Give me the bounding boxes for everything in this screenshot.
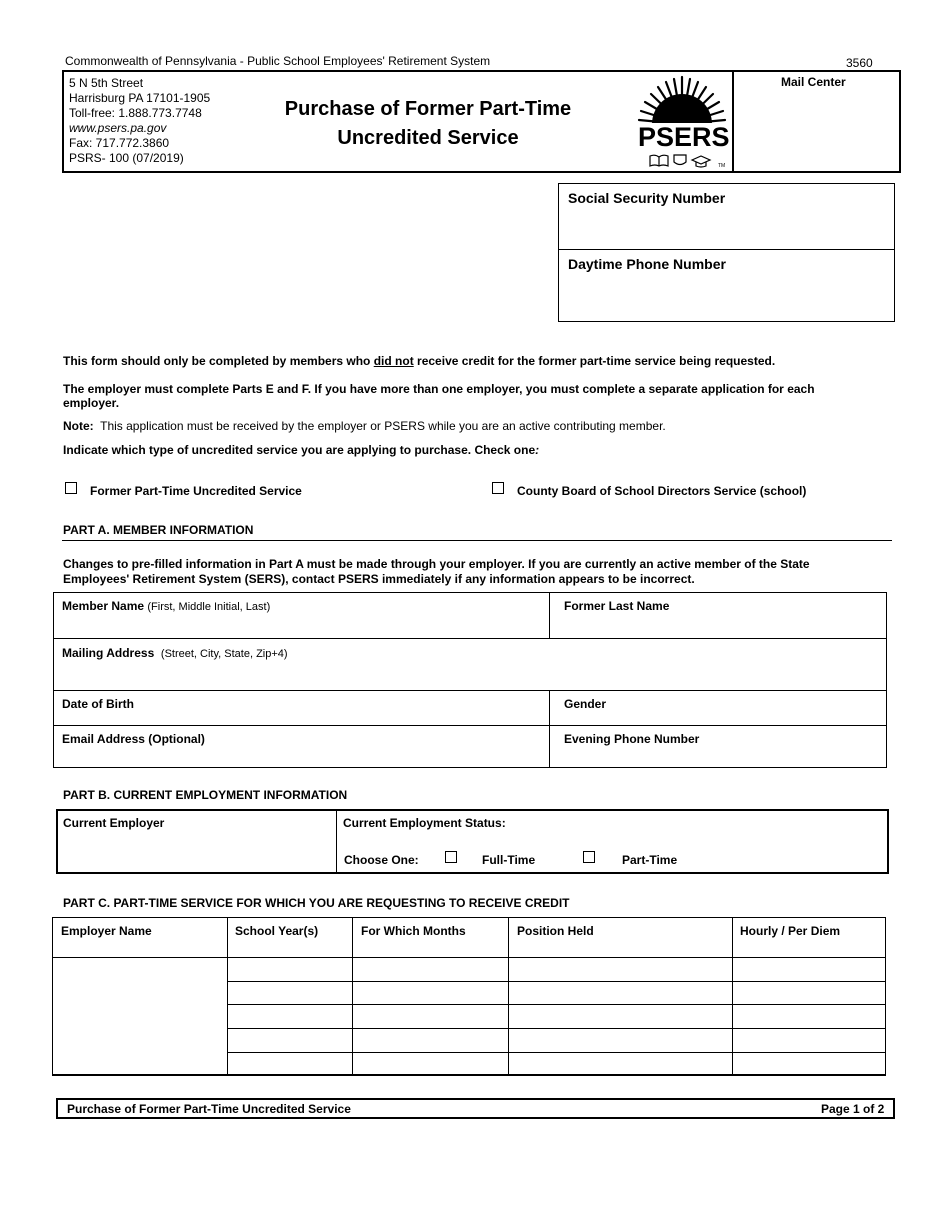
address-city: Harrisburg PA 17101-1905 xyxy=(69,91,211,105)
part-b-heading: PART B. CURRENT EMPLOYMENT INFORMATION xyxy=(63,788,348,802)
employment-status-label: Current Employment Status: xyxy=(343,816,506,830)
part-c-heading: PART C. PART-TIME SERVICE FOR WHICH YOU ARE REQUESTING TO RECEIVE CREDIT xyxy=(63,896,570,910)
service-row-line-2 xyxy=(227,1004,886,1005)
daytime-phone-label: Daytime Phone Number xyxy=(568,256,726,272)
member-info-row-line-3 xyxy=(53,725,887,726)
county-board-label: County Board of School Directors Service (school) xyxy=(517,484,807,498)
part-time-checkbox[interactable] xyxy=(583,851,595,863)
psers-logo xyxy=(636,74,728,170)
county-board-checkbox[interactable] xyxy=(492,482,504,494)
member-name-hint: (First, Middle Initial, Last) xyxy=(147,601,271,613)
evening-phone-label[interactable]: Evening Phone Number xyxy=(564,732,700,746)
full-time-checkbox[interactable] xyxy=(445,851,457,863)
mailing-address-hint: (Street, City, State, Zip+4) xyxy=(160,648,288,660)
address-block xyxy=(69,76,210,166)
instruction-indicate xyxy=(63,443,539,457)
part-time-label: Part-Time xyxy=(622,853,678,867)
logo-icons xyxy=(648,152,718,171)
ssn-label: Social Security Number xyxy=(568,190,726,206)
col-hourly-per-diem: Hourly / Per Diem xyxy=(740,924,841,938)
address-website[interactable]: www.psers.pa.gov xyxy=(69,121,167,135)
page-title-line2: Uncredited Service xyxy=(337,127,519,149)
instruction-line1-post: receive credit for the former part-time service being requested. xyxy=(413,354,776,368)
part-a-notice: Changes to pre-filled information in Part A must be made through your employer. If you are currently an active member of the State Employees' Retirement System (SERS), contact PSERS immediately if any information appears to be incorrect. xyxy=(63,557,810,586)
instruction-note xyxy=(63,419,666,433)
note-text: This application must be received by the employer or PSERS while you are an active contributing member. xyxy=(100,419,666,433)
col-months: For Which Months xyxy=(361,924,466,938)
address-street: 5 N 5th Street xyxy=(69,76,144,90)
gender-label[interactable]: Gender xyxy=(564,697,607,711)
instruction-did-not xyxy=(63,354,775,368)
member-info-row-line-2 xyxy=(53,690,887,691)
former-last-name-label[interactable]: Former Last Name xyxy=(564,599,670,613)
page-title xyxy=(258,95,598,153)
note-label: Note: xyxy=(63,419,94,433)
member-info-col-line-1 xyxy=(549,592,550,638)
choose-one-label: Choose One: xyxy=(344,853,419,867)
logo-tm: TM xyxy=(718,163,726,169)
page-number: Page 1 of 2 xyxy=(821,1102,885,1116)
page-title-line1: Purchase of Former Part-Time xyxy=(284,98,572,120)
email-label[interactable]: Email Address (Optional) xyxy=(62,732,205,746)
service-header-line xyxy=(52,957,886,958)
agency-line: Commonwealth of Pennsylvania - Public School Employees' Retirement System xyxy=(65,54,491,68)
form-number: PSRS- 100 (07/2019) xyxy=(69,151,184,165)
instruction-line1-underline: did not xyxy=(373,354,414,368)
ssn-field[interactable] xyxy=(566,212,890,244)
header-divider xyxy=(732,70,734,173)
member-name-label: Member Name xyxy=(62,599,145,613)
instruction-line1-pre: This form should only be completed by members who xyxy=(63,354,374,368)
part-a-rule xyxy=(62,540,892,541)
dob-label[interactable]: Date of Birth xyxy=(62,697,134,711)
mailing-address-cell[interactable] xyxy=(62,646,288,660)
current-employer-label[interactable]: Current Employer xyxy=(63,816,165,830)
instruction-employer: The employer must complete Parts E and F. If you have more than one employer, you must complete a separate application for each employer. xyxy=(63,382,815,410)
member-name-cell[interactable] xyxy=(62,599,270,613)
col-position: Position Held xyxy=(517,924,594,938)
full-time-label: Full-Time xyxy=(482,853,536,867)
indicate-text: Indicate which type of uncredited service you are applying to purchase. Check one xyxy=(63,443,536,457)
member-info-row-line-1 xyxy=(53,638,887,639)
member-info-col-line-2 xyxy=(549,690,550,768)
service-row-line-4 xyxy=(227,1052,886,1053)
form-code: 3560 xyxy=(846,56,873,70)
footer-title: Purchase of Former Part-Time Uncredited Service xyxy=(67,1102,351,1116)
col-employer-name: Employer Name xyxy=(61,924,152,938)
part-a-heading: PART A. MEMBER INFORMATION xyxy=(63,523,254,537)
mail-center-label: Mail Center xyxy=(781,75,846,89)
address-tollfree: Toll-free: 1.888.773.7748 xyxy=(69,106,202,120)
address-fax: Fax: 717.772.3860 xyxy=(69,136,170,150)
service-row-line-1 xyxy=(227,981,886,982)
col-school-years: School Year(s) xyxy=(235,924,319,938)
logo-text: PSERS xyxy=(638,122,730,152)
service-row-line-3 xyxy=(227,1028,886,1029)
employment-col-line xyxy=(336,809,337,874)
mailing-address-label: Mailing Address xyxy=(62,646,155,660)
former-part-time-checkbox[interactable] xyxy=(65,482,77,494)
daytime-phone-field[interactable] xyxy=(566,278,890,316)
indicate-colon: : xyxy=(535,443,540,457)
id-box-divider xyxy=(558,249,895,250)
former-part-time-label: Former Part-Time Uncredited Service xyxy=(90,484,302,498)
